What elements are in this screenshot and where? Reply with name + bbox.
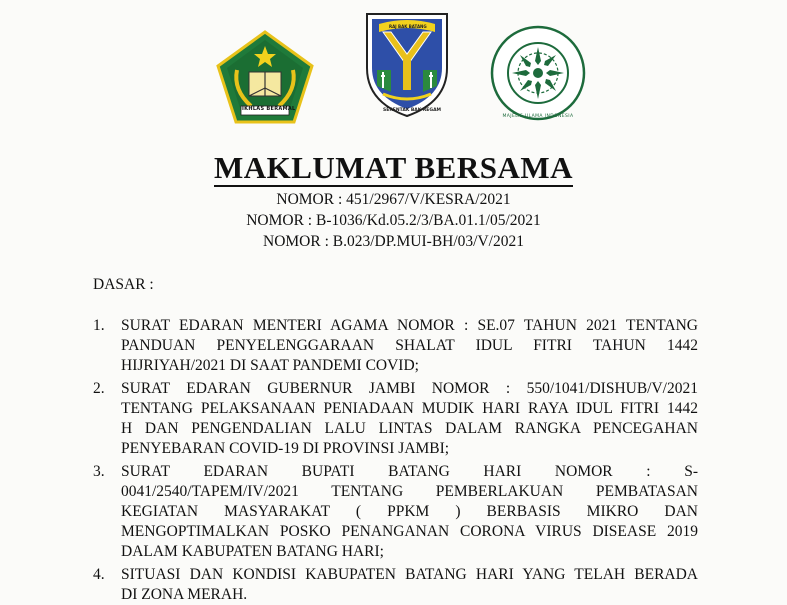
- list-item-line: SURAT EDARAN BUPATI BATANG HARI NOMOR : S-: [121, 463, 698, 480]
- list-item-line: PANDUAN PENYELENGGARAAN SHALAT IDUL FITRI TAHUN 1442: [121, 337, 698, 354]
- list-item: [93, 316, 698, 376]
- document-title: [0, 150, 787, 186]
- list-item-line: DALAM KABUPATEN BATANG HARI;: [121, 543, 384, 560]
- list-item-line: SITUASI DAN KONDISI KABUPATEN BATANG HARI YANG TELAH BERADA: [121, 566, 698, 583]
- list-item: [93, 565, 698, 605]
- list-item-text: [121, 379, 698, 459]
- list-item-line: SURAT EDARAN MENTERI AGAMA NOMOR : SE.07 TAHUN 2021 TENTANG: [121, 317, 698, 334]
- logo-row: [0, 10, 787, 125]
- list-item-line: HIJRIYAH/2021 DI SAAT PANDEMI COVID;: [121, 357, 419, 374]
- list-item-line: KEGIATAN MASYARAKAT ( PPKM ) BERBASIS MIKRO DAN: [121, 503, 698, 520]
- list-item-number: 4.: [93, 566, 105, 583]
- list-item-line: DI ZONA MERAH.: [121, 586, 248, 603]
- batanghari-ribbon: RAJ BAK BATANG: [389, 24, 427, 29]
- document-title-text: MAKLUMAT BERSAMA: [213, 150, 574, 185]
- list-item-number: 3.: [93, 463, 105, 480]
- nomor-line-1: NOMOR : 451/2967/V/KESRA/2021: [276, 191, 511, 208]
- list-item-line: TENTANG PELAKSANAAN PENIADAAN MUDIK HARI RAYA IDUL FITRI 1442: [121, 400, 698, 417]
- list-item-number: 1.: [93, 317, 105, 334]
- list-item-text: [121, 462, 698, 562]
- dasar-list: [93, 316, 698, 605]
- list-item-line: H DAN PENGENDALIAN LALU LINTAS DALAM RANGKA PENCEGAHAN: [121, 420, 698, 437]
- mui-seal-text: MAJELIS ULAMA INDONESIA: [502, 114, 574, 119]
- majelis-ulama-indonesia-seal-icon: [490, 25, 586, 121]
- list-item: [93, 462, 698, 562]
- list-item-line: MENGOPTIMALKAN POSKO PENANGANAN CORONA VIRUS DISEASE 2019: [121, 523, 698, 540]
- list-item-number: 2.: [93, 380, 105, 397]
- list-item-text: [121, 565, 698, 605]
- kemenag-motto: IKHLAS BERAMAL: [242, 106, 296, 112]
- dasar-label: DASAR :: [93, 276, 154, 293]
- batanghari-motto: SERENTAK BAK REGAM: [383, 108, 442, 113]
- list-item: [93, 379, 698, 459]
- list-item-line: SURAT EDARAN GUBERNUR JAMBI NOMOR : 550/1041/DISHUB/V/2021: [121, 380, 698, 397]
- list-item-line: 0041/2540/TAPEM/IV/2021 TENTANG PEMBERLAKUAN PEMBATASAN: [121, 483, 698, 500]
- nomor-line-2: NOMOR : B-1036/Kd.05.2/3/BA.01.1/05/2021: [246, 212, 541, 229]
- nomor-line-3: NOMOR : B.023/DP.MUI-BH/03/V/2021: [263, 233, 524, 250]
- list-item-line: PENYEBARAN COVID-19 DI PROVINSI JAMBI;: [121, 440, 450, 457]
- list-item-text: [121, 316, 698, 376]
